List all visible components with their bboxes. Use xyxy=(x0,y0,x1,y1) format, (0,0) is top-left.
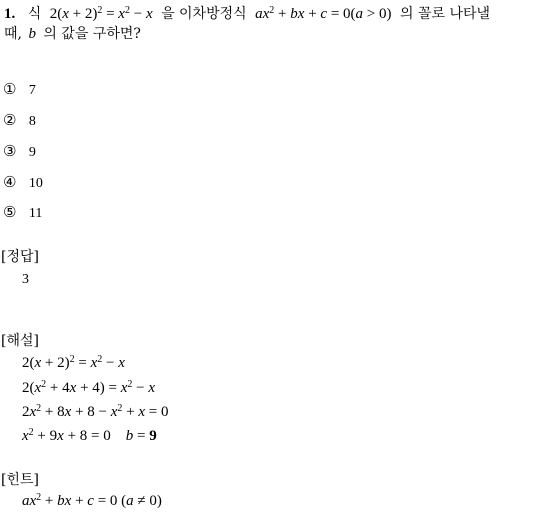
choice-5[interactable] xyxy=(3,203,42,222)
question-line-2 xyxy=(4,23,141,43)
question-line2-pre: 때, xyxy=(4,26,22,42)
equation-standard-form: $ax^2$ + bx + c = 0(a > 0) xyxy=(255,5,392,22)
answer-value: 3 xyxy=(22,272,29,287)
question-line-1 xyxy=(4,3,490,23)
choice-symbol: ③ xyxy=(3,142,17,160)
solution-line-4: $x^2 + 9x + 8 = 0$ b = 9 xyxy=(22,427,157,444)
question-line2-post: 의 값을 구하면? xyxy=(43,26,141,42)
choice-symbol: ④ xyxy=(3,173,17,191)
choice-symbol: ⑤ xyxy=(3,203,17,221)
solution-line-2: $2(x^2 + 4x + 4) = x^2 - x$ xyxy=(22,379,156,396)
choice-symbol: ② xyxy=(3,111,17,129)
choice-4[interactable] xyxy=(3,173,43,192)
question-mid: 을 이차방정식 xyxy=(161,6,247,22)
equation-original: $2(x + 2)^2 = x^2 - x$ xyxy=(49,5,153,22)
choice-value: 9 xyxy=(28,145,36,160)
choice-value: 8 xyxy=(28,114,36,129)
answer-label: [정답] xyxy=(1,249,39,265)
variable-b: b xyxy=(28,26,36,42)
question-number: 1. xyxy=(4,6,16,22)
choice-value: 7 xyxy=(28,83,36,98)
choice-1[interactable] xyxy=(3,80,36,99)
solution-line-3: $2x^2 + 8x + 8 - x^2 + x = 0$ xyxy=(22,403,169,420)
hint-text: $ax^2$ + bx + c = 0 (a ≠ 0) xyxy=(22,492,162,509)
choice-value: 11 xyxy=(28,206,43,221)
hint-label: [힌트] xyxy=(1,472,39,488)
choice-symbol: ① xyxy=(3,80,17,98)
choice-3[interactable] xyxy=(3,142,36,161)
choice-value: 10 xyxy=(28,176,43,191)
solution-label: [해설] xyxy=(1,333,39,349)
question-tail: 의 꼴로 나타낼 xyxy=(399,6,491,22)
question-intro: 식 xyxy=(27,6,42,22)
solution-line-1: $2(x + 2)^2 = x^2 - x$ xyxy=(22,354,125,371)
choice-2[interactable] xyxy=(3,111,36,130)
